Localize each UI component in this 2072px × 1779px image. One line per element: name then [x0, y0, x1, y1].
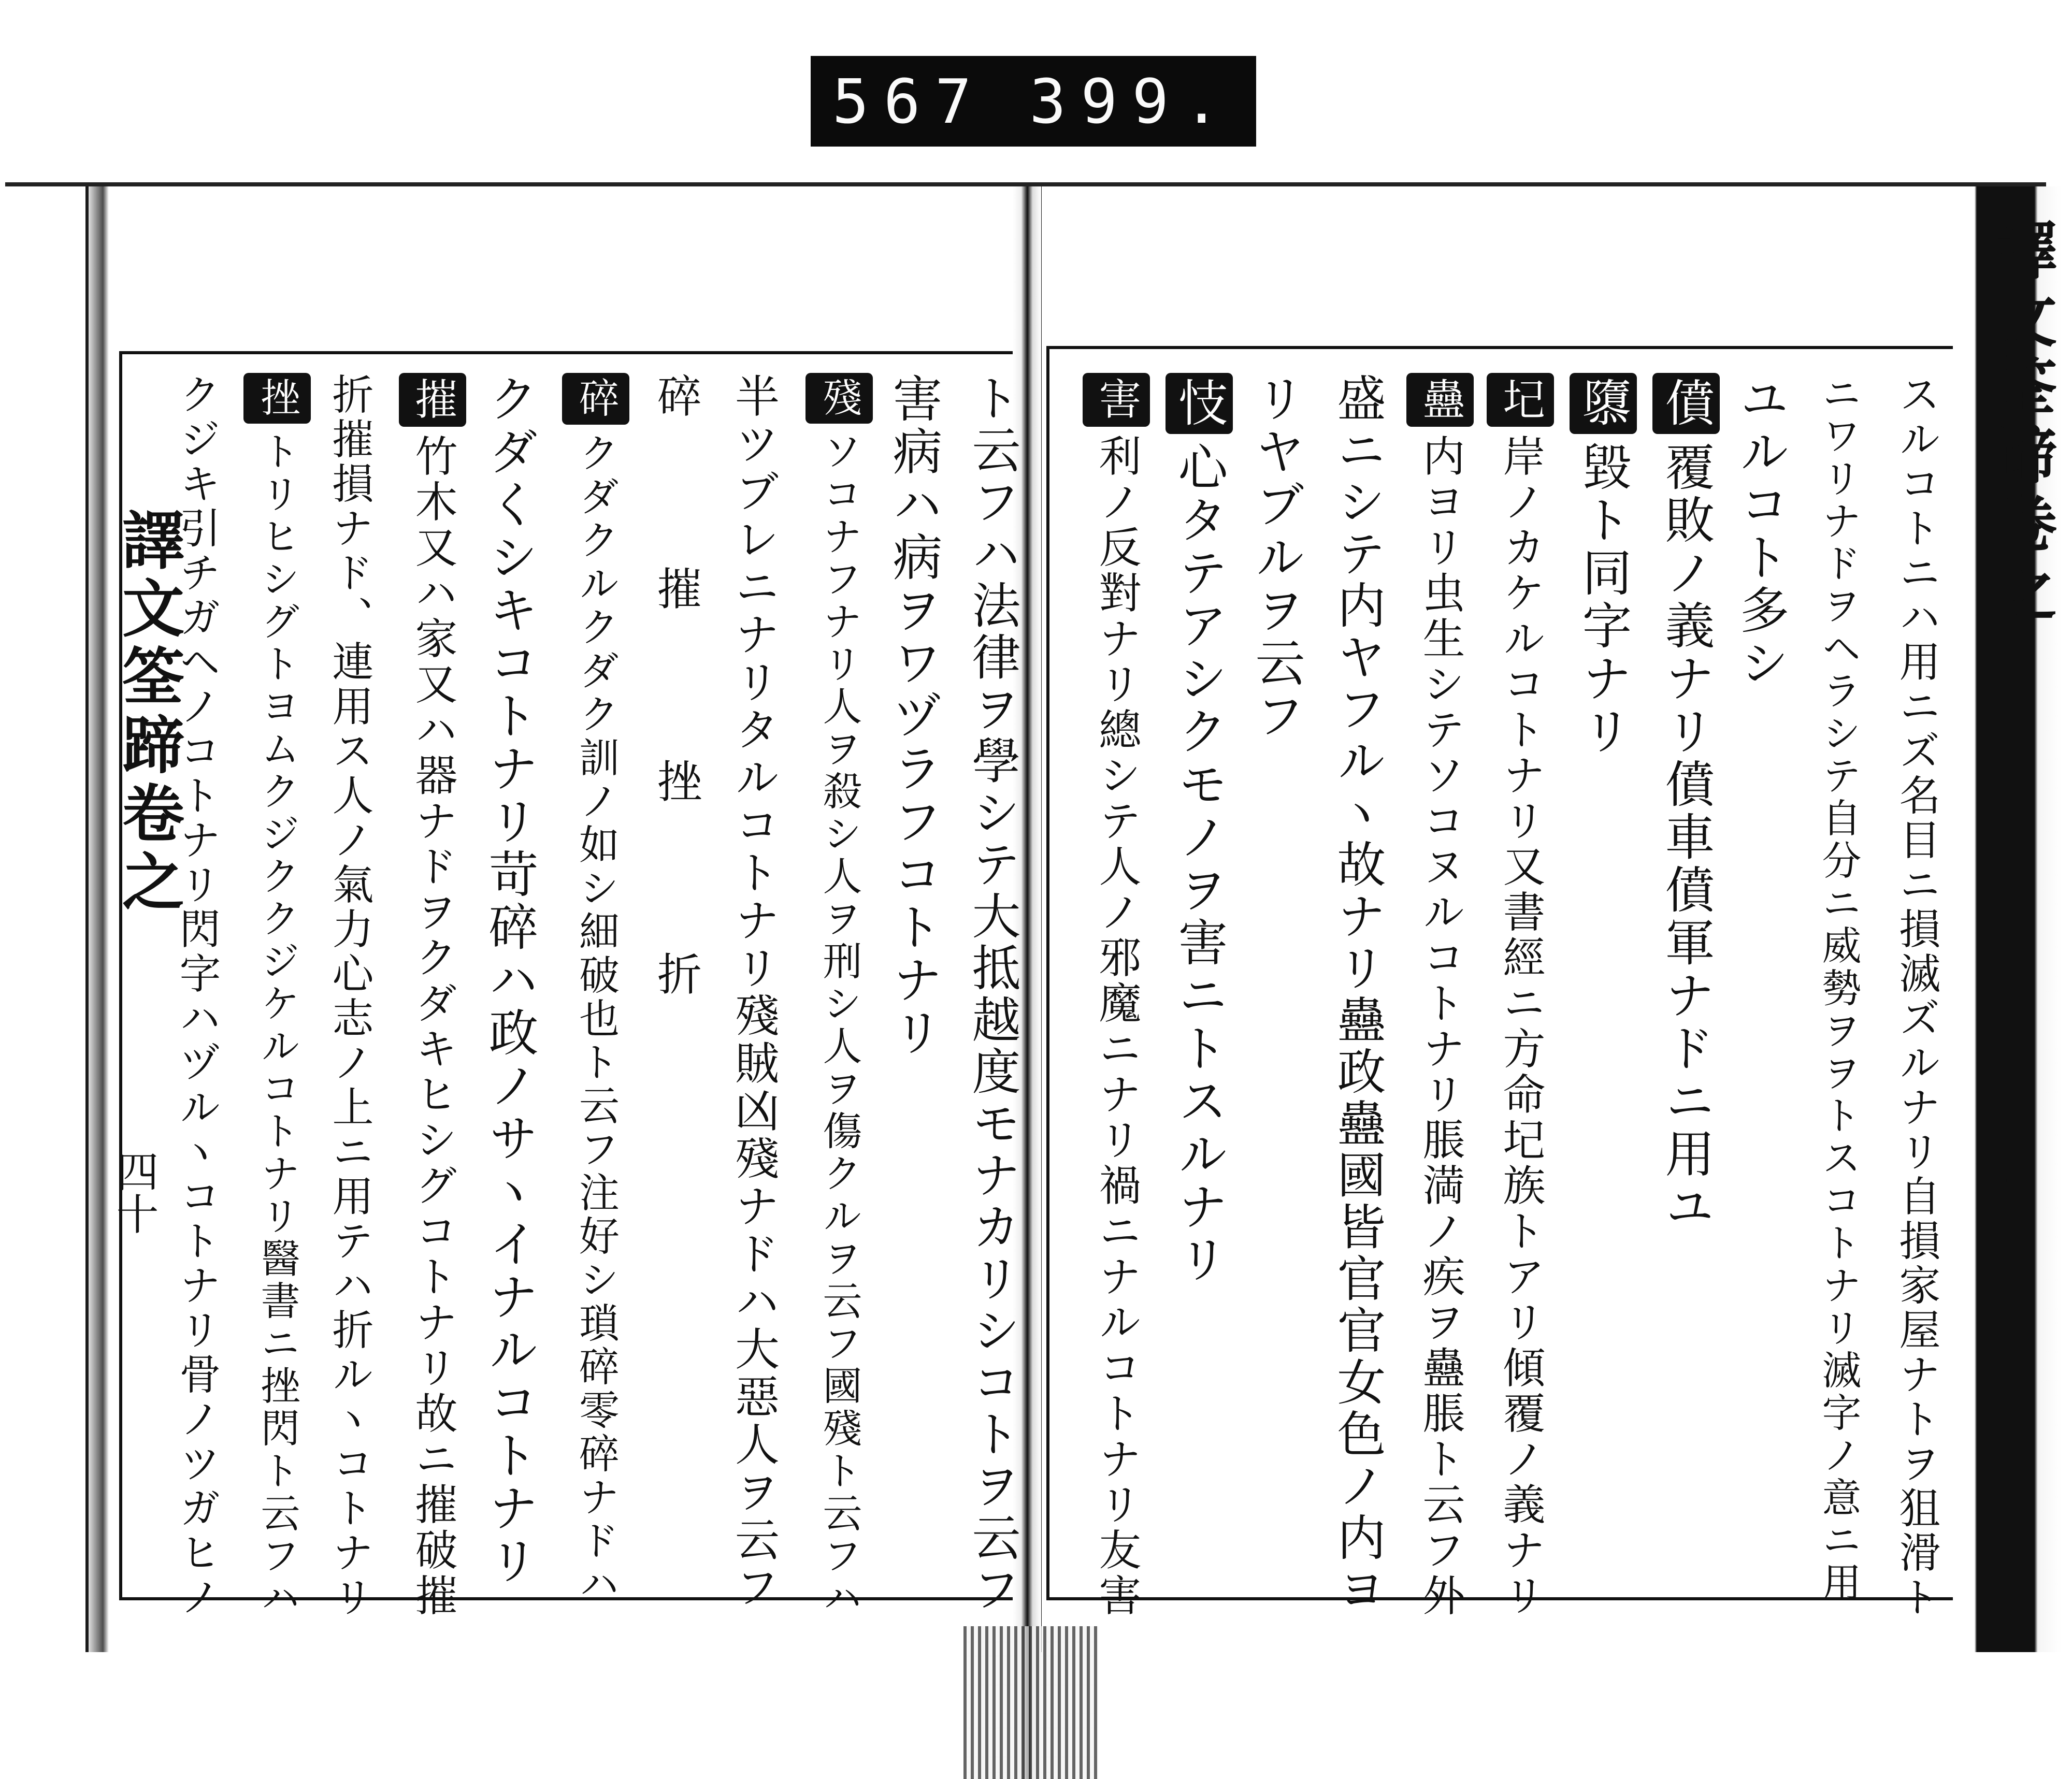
film-label-right-number: 399.: [1029, 65, 1235, 137]
left-col-7: [479, 373, 540, 1588]
left-margin-title: 譯文筌蹄卷之: [112, 508, 185, 918]
right-col-4-text: 覆敗ノ義ナリ僨車僨軍ナドニ用ユ: [1657, 441, 1715, 1234]
left-col-1-text: ト云フハ法律ヲ學シテ大抵越度モナカリシコトヲ云フ: [963, 373, 1020, 1616]
left-col-8-text: 竹木又ハ家又ハ器ナドヲクダキヒシグコトナリ故ニ摧破摧: [408, 434, 457, 1619]
right-col-4-heading: 僨: [1652, 373, 1720, 434]
right-margin-title: 譯文筌蹄卷之: [1984, 218, 2057, 628]
right-col-2-text: ニワリナドヲヘラシテ自分ニ威勢ヲヲトスコトナリ滅字ノ意ニ用: [1816, 373, 1862, 1604]
right-col-8: [1326, 373, 1387, 1616]
left-col-6-heading: 碎: [562, 373, 629, 425]
right-col-6-heading: 圮: [1487, 373, 1554, 427]
left-col-4: [723, 373, 784, 1612]
left-col-8: [399, 373, 466, 1619]
right-col-11: [1083, 373, 1150, 1619]
right-col-3-text: ユルコト多シ: [1732, 373, 1790, 690]
right-col-10-text: 心タテアシクモノヲ害ニトスルナリ: [1170, 441, 1228, 1286]
right-col-9-text: リヤブルヲ云フ: [1247, 373, 1305, 743]
film-label: [811, 56, 1256, 147]
right-col-1-text: スルコトニハ用ニズ名目ニ損滅ズルナリ自損家屋ナトヲ狙滑ト: [1892, 373, 1940, 1620]
right-col-8-text: 盛ニシテ内ヤフルヽ故ナリ蠱政蠱國皆官官女色ノ内ヨ: [1329, 373, 1385, 1616]
right-col-2: [1808, 373, 1869, 1604]
left-col-9: [319, 373, 380, 1620]
book-top-edge: [5, 182, 2046, 186]
right-col-6: [1487, 373, 1554, 1619]
right-col-5: [1570, 373, 1637, 758]
right-col-9: [1246, 373, 1307, 743]
left-col-5-text: 碎 摧 挫 折: [650, 373, 701, 1047]
right-col-7-text: 内ヨリ虫生シテソコヌルコトナリ脹満ノ疾ヲ蠱脹ト云フ外: [1416, 434, 1465, 1619]
left-col-11: [166, 373, 227, 1620]
left-col-3: [805, 373, 873, 1620]
left-col-2-text: 害病ハ病ヲワヅラフコトナリ: [885, 373, 943, 1060]
left-col-2: [883, 373, 944, 1060]
left-col-8-heading: 摧: [399, 373, 466, 427]
right-col-7-heading: 蠱: [1406, 373, 1474, 427]
right-col-1: [1886, 373, 1947, 1620]
left-col-9-text: 折摧損ナド、連用ス人ノ氣力心志ノ上ニ用テハ折ルヽコトナリ: [325, 373, 373, 1620]
left-col-5: [645, 373, 706, 1047]
right-folio: 四十: [1982, 1165, 2031, 1250]
right-col-10-heading: 忮: [1166, 373, 1233, 434]
left-folio: 四十: [109, 1150, 159, 1235]
right-col-5-heading: 隳: [1570, 373, 1637, 434]
left-col-6: [562, 373, 629, 1607]
right-col-4: [1652, 373, 1720, 1234]
binding-threads: [963, 1626, 1098, 1779]
film-label-left-number: 567: [832, 65, 986, 137]
left-col-11-text: クジキ引チガヘノコトナリ閃字ハヅルヽコトナリ骨ノツガヒノ: [172, 373, 221, 1620]
right-col-7: [1406, 373, 1474, 1619]
left-col-10: [243, 373, 311, 1620]
left-col-10-heading: 挫: [243, 373, 311, 424]
right-col-6-text: 岸ノカケルコトナリ又書經ニ方命圮族トアリ傾覆ノ義ナリ: [1496, 434, 1545, 1619]
right-col-5-text: 毀ト同字ナリ: [1574, 441, 1632, 758]
right-col-11-text: 利ノ反對ナリ總シテ人ノ邪魔ニナリ禍ニナルコトナリ友害: [1092, 434, 1141, 1619]
left-col-10-text: トリヒシグトヨムクジククジケルコトナリ醫書ニ挫閃ト云フハ: [254, 431, 300, 1620]
left-col-1: [961, 373, 1022, 1616]
left-col-3-heading: 殘: [805, 373, 873, 424]
left-col-3-text: ソコナフナリ人ヲ殺シ人ヲ刑シ人ヲ傷クルヲ云フ國殘ト云フハ: [816, 431, 862, 1620]
left-col-7-text: クダくシキコトナリ苛碎ハ政ノサヽイナルコトナリ: [481, 373, 539, 1588]
right-col-3: [1730, 373, 1791, 690]
left-col-6-text: クダクルクダク訓ノ如シ細破也ト云フ注好シ瑣碎零碎ナドハ: [572, 432, 619, 1607]
right-col-10: [1166, 373, 1233, 1286]
right-col-11-heading: 害: [1083, 373, 1150, 427]
left-col-4-text: 半ツブレニナリタルコトナリ殘賊凶殘ナドハ大惡人ヲ云フ: [727, 373, 779, 1612]
